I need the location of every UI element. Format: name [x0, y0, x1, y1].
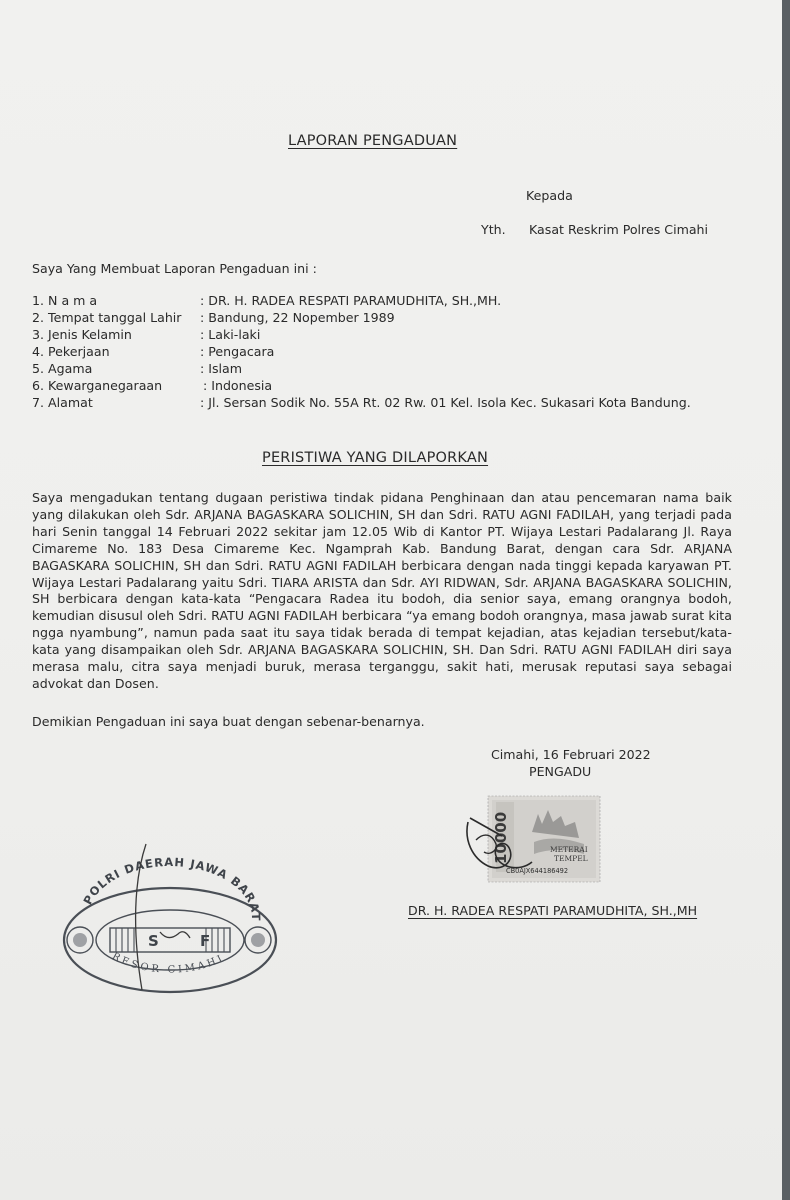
meterai-serial: CB0AJX644186492 [506, 867, 569, 875]
identity-value: : Bandung, 22 Nopember 1989 [200, 310, 395, 325]
police-stamp-bottom-text: RESOR CIMAHI [110, 950, 227, 976]
incident-paragraph: Saya mengadukan tentang dugaan peristiwa tindak pidana Penghinaan dan atau pencemaran nama baik yang dilakukan oleh Sdr. ARJANA BAGASKARA SOLICHIN, SH dan Sdri. RATU AGNI FADILAH, yang terjadi pada hari Senin tanggal 14 Februari 2022 sekitar jam 12.05 Wib di Kantor PT. Wijaya Lestari Padalarang Jl. Raya Cimareme No. 183 Desa Cimareme Kec. Ngamprah Kab. Bandung Barat, dengan cara Sdr. ARJANA BAGASKARA SOLICHIN, SH dan Sdri. RATU AGNI FADILAH berbicara dengan nada tinggi kepada karyawan PT. Wijaya Lestari Padalarang yaitu Sdri. TIARA ARISTA dan Sdr. AYI RIDWAN, Sdr. ARJANA BAGASKARA SOLICHIN, SH berbicara dengan kata-kata “Pengacara Radea itu bodoh, dia senior saya, emang orangnya bodoh, kemudian disusul oleh Sdri. RATU AGNI FADILAH berbicara “ya emang bodoh orangnya, masa jawab surat kita ngga nyambung”, namun pada saat itu saya tidak berada di tempat kejadian, atas kejadian tersebut/kata-kata yang disampaikan oleh Sdr. ARJANA BAGASKARA SOLICHIN, SH. Dan Sdri. RATU AGNI FADILAH diri saya merasa malu, citra saya menjadi buruk, merasa terganggu, sakit hati, merusak reputasi saya sebagai advokat dan Dosen. [32, 490, 732, 691]
kepada-label: Kepada [526, 188, 573, 203]
background-edge [782, 0, 790, 1200]
identity-row-alamat [32, 395, 752, 412]
identity-label: 4. Pekerjaan [32, 344, 110, 359]
identity-value: : Jl. Sersan Sodik No. 55A Rt. 02 Rw. 01 Kel. Isola Kec. Sukasari Kota Bandung. [200, 395, 691, 410]
intro-text: Saya Yang Membuat Laporan Pengaduan ini : [32, 261, 317, 276]
meterai-stamp [462, 792, 608, 888]
role-label: PENGADU [529, 764, 592, 779]
meterai-value: 10000 [492, 811, 510, 864]
identity-label: 6. Kewarganegaraan [32, 378, 163, 393]
meterai-stamp-graphic [462, 792, 608, 888]
closing-text: Demikian Pengaduan ini saya buat dengan sebenar-benarnya. [32, 714, 425, 729]
identity-row-kewarganegaraan [32, 378, 752, 395]
identity-label: 1. N a m a [32, 293, 98, 308]
document-title: LAPORAN PENGADUAN [288, 133, 458, 149]
police-stamp-top-text: POLRI DAERAH JAWA BARAT [80, 854, 264, 922]
identity-row-pekerjaan [32, 344, 752, 361]
place-date: Cimahi, 16 Februari 2022 [491, 747, 651, 762]
signatory-name: DR. H. RADEA RESPATI PARAMUDHITA, SH.,MH [408, 903, 698, 918]
identity-label: 3. Jenis Kelamin [32, 327, 132, 342]
identity-row-ttl [32, 310, 752, 327]
meterai-label-bottom: TEMPEL [554, 854, 588, 863]
identity-value: : Islam [200, 361, 243, 376]
identity-value: : DR. H. RADEA RESPATI PARAMUDHITA, SH.,MH. [200, 293, 502, 308]
identity-row-nama [32, 293, 752, 310]
police-stamp-left-letter: S [148, 932, 159, 950]
yth-label: Yth. [481, 222, 506, 237]
identity-row-agama [32, 361, 752, 378]
identity-label: 5. Agama [32, 361, 93, 376]
section-title: PERISTIWA YANG DILAPORKAN [262, 450, 489, 466]
meterai-label-top: METERAI [550, 845, 588, 854]
identity-value: : Pengacara [200, 344, 275, 359]
police-stamp-graphic [58, 840, 282, 1000]
police-stamp [58, 840, 282, 1000]
identity-label: 7. Alamat [32, 395, 93, 410]
recipient: Kasat Reskrim Polres Cimahi [529, 222, 709, 237]
identity-value: : Indonesia [203, 378, 273, 393]
police-stamp-right-letter: F [200, 932, 211, 950]
identity-label: 2. Tempat tanggal Lahir [32, 310, 182, 325]
identity-row-jenis-kelamin [32, 327, 752, 344]
identity-value: : Laki-laki [200, 327, 261, 342]
